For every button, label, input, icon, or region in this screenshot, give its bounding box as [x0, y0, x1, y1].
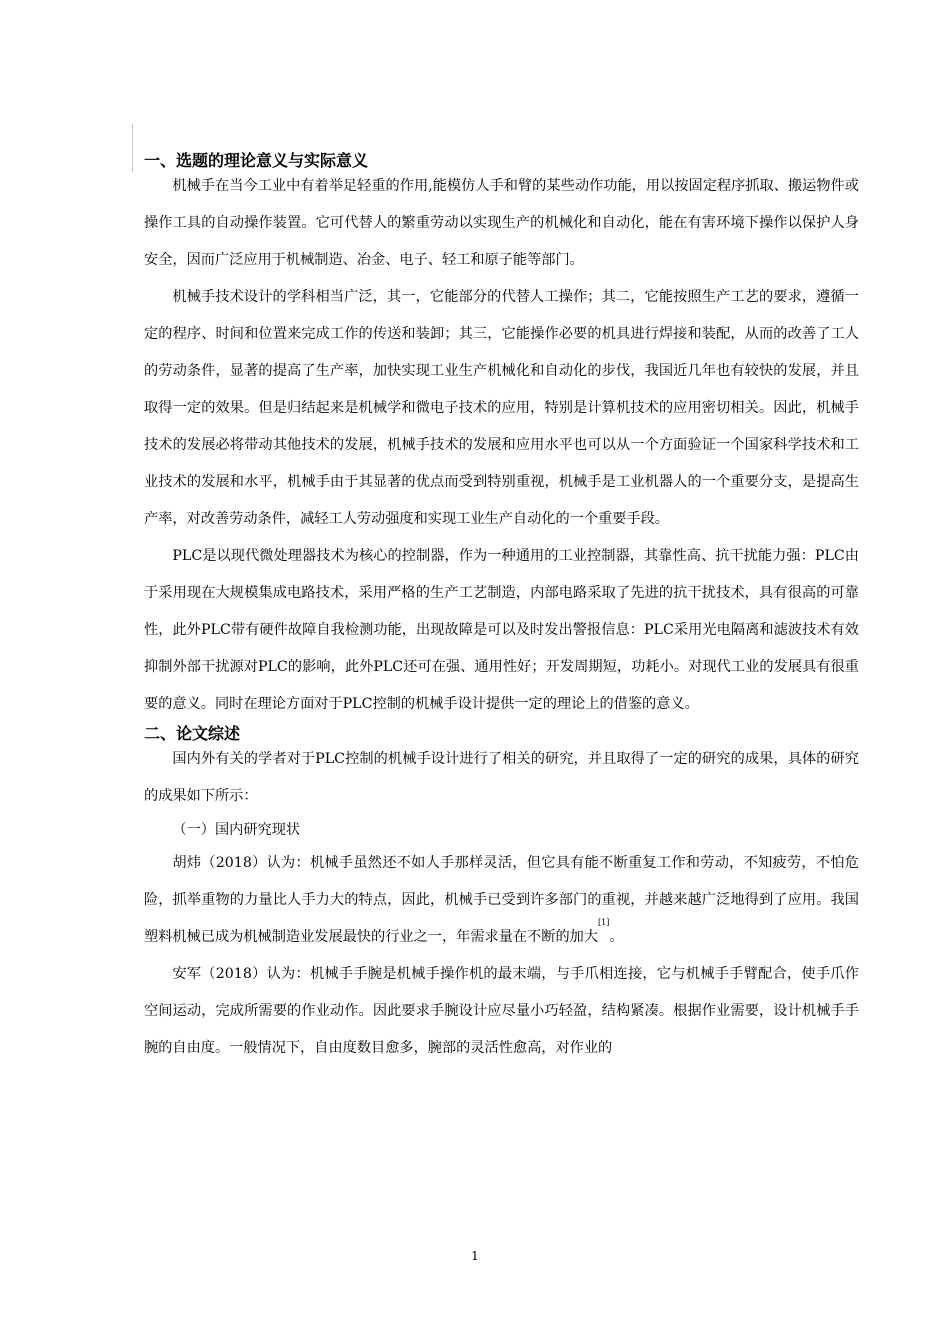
paragraph-3: PLC是以现代微处理器技术为核心的控制器，作为一种通用的工业控制器，其靠性高、抗干扰能力强：PLC由于采用现在大规模集成电路技术，采用严格的生产工艺制造，内部电路采取了先进的抗干扰技术，具有很高的可靠性，此外PLC带有硬件故障自我检测功能，出现故障是可以及时发出警报信息：PLC采用光电隔离和滤波技术有效抑制外部干扰源对PLC的影响，此外PLC还可在强、通用性好；开发周期短，功耗小。对现代工业的发展具有很重要的意义。同时在理论方面对于PLC控制的机械手设计提供一定的理论上的借鉴的意义。 — [144, 548, 859, 712]
paragraph-intro: 国内外有关的学者对于PLC控制的机械手设计进行了相关的研究，并且取得了一定的研究的成果，具体的研究的成果如下所示： — [144, 751, 859, 804]
paragraph-hu — [144, 845, 859, 956]
subheading-domestic: （一）国内研究现状 — [172, 822, 301, 838]
section-heading-1: 一、选题的理论意义与实际意义 — [144, 151, 369, 170]
paragraph-1: 机械手在当今工业中有着举足轻重的作用,能模仿人手和臂的某些动作功能，用以按固定程序抓取、搬运物件或操作工具的自动操作装置。它可代替人的繁重劳动以实现生产的机械化和自动化，能在有害环境下操作以保护人身安全，因而广泛应用于机械制造、冶金、电子、轻工和原子能等部门。 — [144, 178, 859, 268]
section-heading-2: 二、论文综述 — [144, 724, 241, 743]
paragraph-hu-end: 。 — [609, 929, 624, 945]
margin-mark — [132, 124, 133, 172]
page-number: 1 — [471, 1249, 479, 1263]
paragraph-2: 机械手技术设计的学科相当广泛，其一，它能部分的代替人工操作；其二，它能按照生产工艺的要求，遵循一定的程序、时间和位置来完成工作的传送和装卸；其三，它能操作必要的机具进行焊接和装配，从而的改善了工人的劳动条件，显著的提高了生产率，加快实现工业生产机械化和自动化的步伐，我国近几年也有较快的发展，并且取得一定的效果。但是归结起来是机械学和微电子技术的应用，特别是计算机技术的应用密切相关。因此，机械手技术的发展必将带动其他技术的发展，机械手技术的发展和应用水平也可以从一个方面验证一个国家科学技术和工业技术的发展和水平，机械手由于其显著的优点而受到特别重视，机械手是工业机器人的一个重要分支，是提高生产率，对改善劳动条件，减轻工人劳动强度和实现工业生产自动化的一个重要手段。 — [144, 289, 859, 527]
citation-1: [1] — [598, 918, 610, 927]
paragraph-an: 安军（2018）认为：机械手手腕是机械手操作机的最末端，与手爪相连接，它与机械手手臂配合，使手爪作空间运动，完成所需要的作业动作。因此要求手腕设计应尽量小巧轻盈，结构紧凑。根据作业需要，设计机械手手腕的自由度。一般情况下，自由度数目愈多，腕部的灵活性愈高，对作业的 — [144, 966, 859, 1056]
document-body — [144, 150, 859, 1067]
paragraph-hu-text: 胡炜（2018）认为：机械手虽然还不如人手那样灵活，但它具有能不断重复工作和劳动，不知疲劳，不怕危险，抓举重物的力量比人手力大的特点，因此，机械手已受到许多部门的重视，并越来越广泛地得到了应用。我国塑料机械已成为机械制造业发展最快的行业之一，年需求量在不断的加大 — [144, 855, 859, 945]
